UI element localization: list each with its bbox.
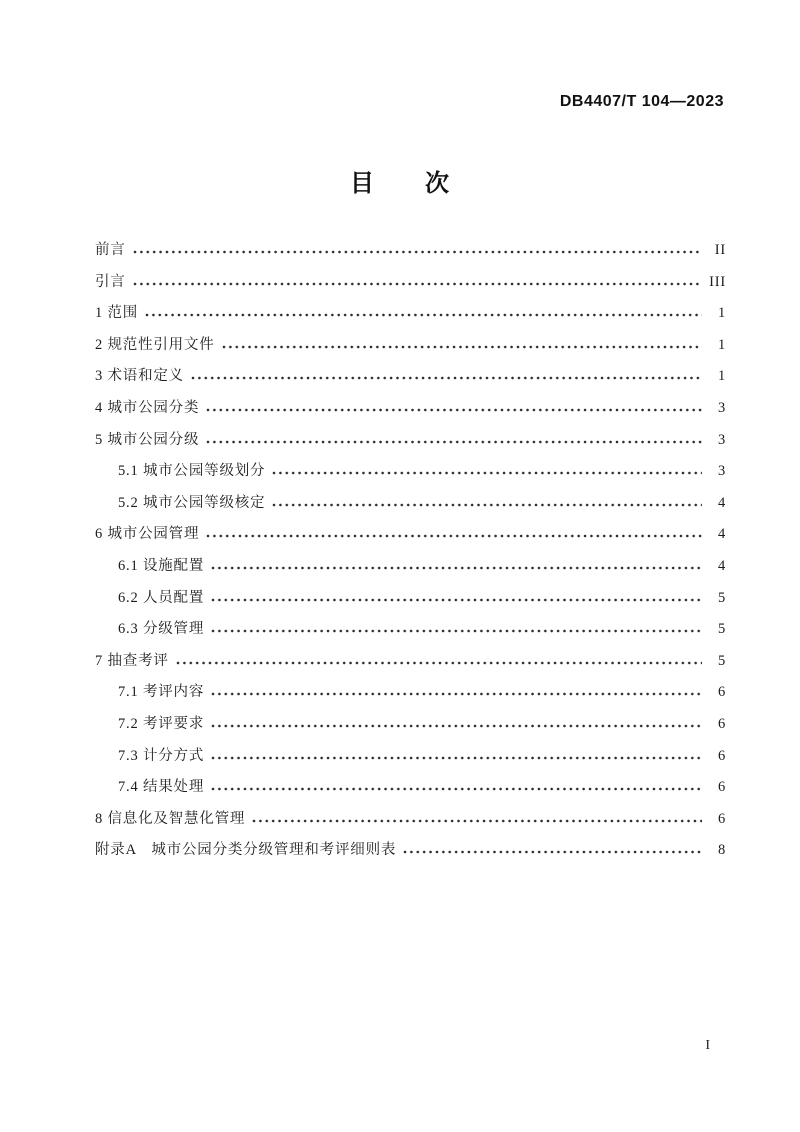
toc-title: 目 次 — [350, 171, 450, 197]
toc-entry-page: 4 — [717, 557, 726, 574]
toc-leader-dots — [176, 661, 702, 665]
toc-leader-dots — [191, 376, 702, 380]
toc-entry-page: 4 — [717, 526, 726, 543]
standard-code: DB4407/T 104—2023 — [559, 93, 724, 110]
toc-entry-label: 6.2 人员配置 — [118, 589, 205, 606]
toc-leader-dots — [211, 629, 702, 633]
toc-entry — [95, 557, 726, 576]
toc-leader-dots — [206, 534, 702, 538]
toc-entry-page: 1 — [717, 336, 726, 353]
toc-entry-page: 6 — [717, 779, 726, 796]
toc-entry-page: 5 — [717, 589, 726, 606]
toc-leader-dots — [133, 250, 702, 254]
toc-leader-dots — [211, 724, 702, 728]
toc-entry — [95, 841, 726, 860]
toc-entry-label: 8 信息化及智慧化管理 — [95, 810, 246, 827]
toc-entry-label: 7 抽查考评 — [95, 652, 169, 669]
toc-entry-label: 附录A 城市公园分类分级管理和考评细则表 — [95, 842, 397, 859]
toc-entry-label: 6.3 分级管理 — [118, 621, 205, 638]
toc-leader-dots — [403, 850, 702, 854]
toc-leader-dots — [206, 408, 702, 412]
toc-entry-label: 7.4 结果处理 — [118, 779, 205, 796]
toc-entry-page: 5 — [717, 621, 726, 638]
toc-leader-dots — [211, 692, 702, 696]
toc-entry-label: 2 规范性引用文件 — [95, 336, 215, 353]
toc-entry — [95, 399, 726, 418]
toc-entry — [95, 747, 726, 766]
toc-leader-dots — [211, 598, 702, 602]
toc-entry-page: 3 — [717, 463, 726, 480]
toc-leader-dots — [145, 313, 702, 317]
toc-entry-page: 5 — [717, 652, 726, 669]
toc-entry — [95, 273, 726, 292]
toc-entry-label: 5.2 城市公园等级核定 — [118, 494, 266, 511]
toc-entry — [95, 715, 726, 734]
toc-entry — [95, 241, 726, 260]
toc-entry — [95, 431, 726, 450]
toc-entry-page: 8 — [717, 842, 726, 859]
toc-entry — [95, 367, 726, 386]
toc-entry-label: 5.1 城市公园等级划分 — [118, 463, 266, 480]
toc-entry — [95, 620, 726, 639]
toc-entry — [95, 336, 726, 355]
toc-leader-dots — [222, 345, 702, 349]
toc-entry — [95, 683, 726, 702]
toc-entry — [95, 462, 726, 481]
toc-entry-label: 3 术语和定义 — [95, 368, 184, 385]
toc-entry-page: 3 — [717, 431, 726, 448]
toc-entry — [95, 304, 726, 323]
toc-entry-label: 6 城市公园管理 — [95, 526, 200, 543]
toc-entry-label: 7.3 计分方式 — [118, 747, 205, 764]
toc-entry-page: 6 — [717, 747, 726, 764]
toc-entry — [95, 589, 726, 608]
toc-leader-dots — [211, 787, 702, 791]
toc-leader-dots — [211, 756, 702, 760]
toc-entry-label: 引言 — [95, 273, 126, 290]
toc-entry — [95, 778, 726, 797]
toc-entry-label: 5 城市公园分级 — [95, 431, 200, 448]
toc-entry-page: II — [714, 242, 726, 258]
toc-entry-page: 1 — [717, 368, 726, 385]
toc-entry — [95, 494, 726, 513]
toc-entry-label: 前言 — [95, 242, 126, 258]
toc-leader-dots — [252, 819, 702, 823]
toc-entry — [95, 652, 726, 671]
toc-leader-dots — [133, 282, 702, 286]
toc-entry-label: 4 城市公园分类 — [95, 399, 200, 416]
toc-entry-page: 6 — [717, 684, 726, 701]
page-number: I — [705, 1038, 710, 1053]
toc-entry-page: 1 — [717, 305, 726, 322]
toc-leader-dots — [272, 471, 702, 475]
toc-entry-page: 6 — [717, 715, 726, 732]
toc-entry-page: III — [709, 273, 726, 290]
toc-entry-page: 4 — [717, 494, 726, 511]
toc-entry — [95, 810, 726, 829]
toc-list — [95, 241, 726, 873]
toc-entry-label: 7.2 考评要求 — [118, 715, 205, 732]
toc-entry — [95, 525, 726, 544]
toc-leader-dots — [272, 503, 702, 507]
toc-leader-dots — [211, 566, 702, 570]
toc-entry-page: 6 — [717, 810, 726, 827]
toc-entry-label: 7.1 考评内容 — [118, 684, 205, 701]
toc-entry-label: 6.1 设施配置 — [118, 557, 205, 574]
toc-entry-label: 1 范围 — [95, 305, 139, 322]
toc-entry-page: 3 — [717, 399, 726, 416]
toc-leader-dots — [206, 440, 702, 444]
